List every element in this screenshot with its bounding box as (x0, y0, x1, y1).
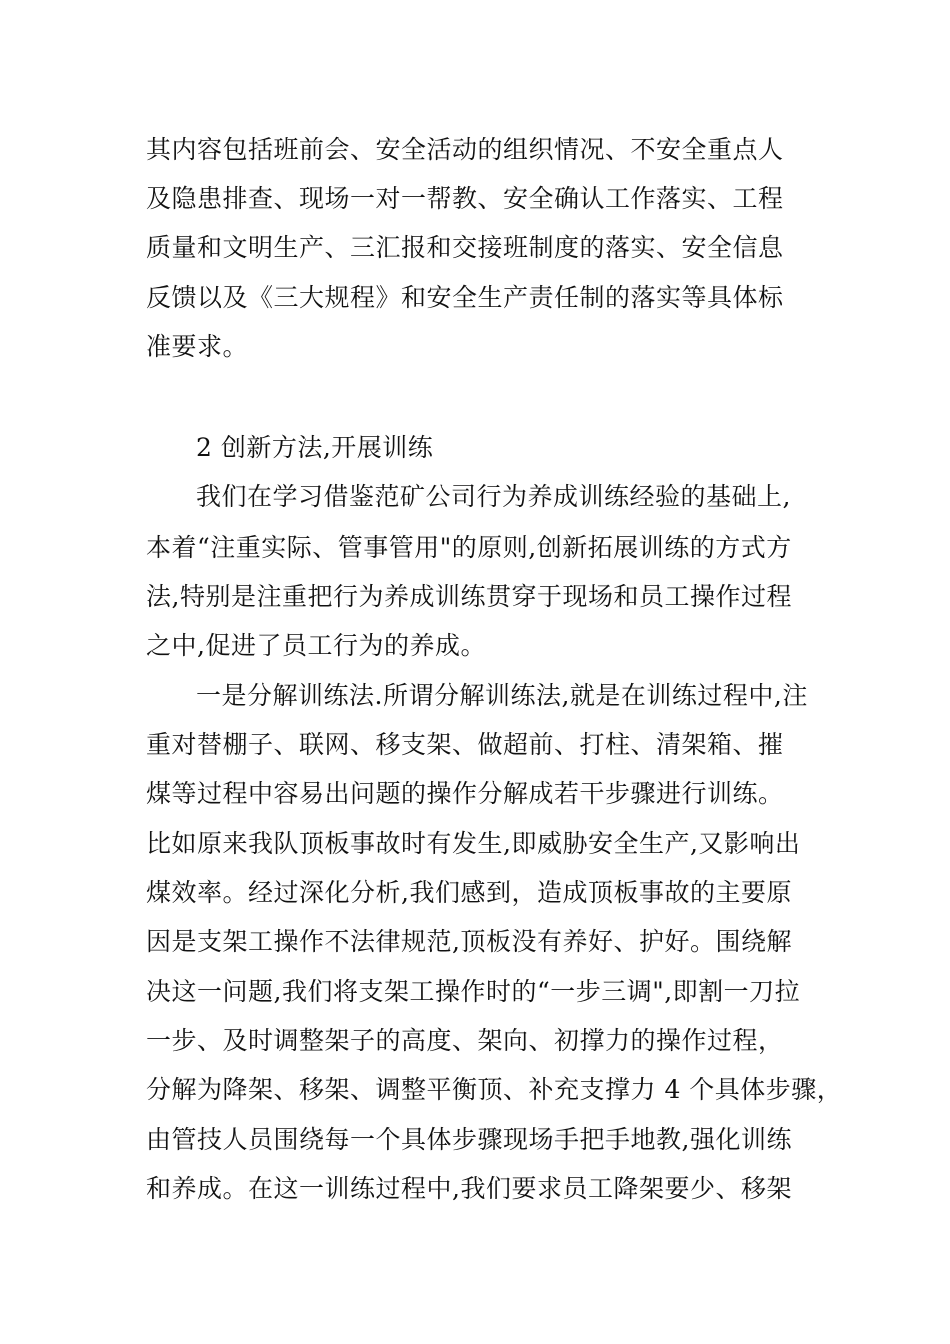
paragraph-line: 我们在学习借鉴范矿公司行为养成训练经验的基础上, (196, 482, 791, 511)
paragraph-line: 其内容包括班前会、安全活动的组织情况、不安全重点人 (146, 135, 784, 164)
paragraph-line: 煤效率。经过深化分析,我们感到，造成顶板事故的主要原 (146, 878, 792, 907)
paragraph-line: 决这一问题,我们将支架工操作时的“一步三调",即割一刀拉 (146, 977, 801, 1006)
paragraph-line: 及隐患排查、现场一对一帮教、安全确认工作落实、工程 (146, 184, 784, 213)
paragraph-line: 本着“注重实际、管事管用"的原则,创新拓展训练的方式方 (146, 533, 792, 562)
paragraph-line: 一步、及时调整架子的高度、架向、初撑力的操作过程， (146, 1026, 784, 1055)
paragraph-line: 因是支架工操作不法律规范,顶板没有养好、护好。围绕解 (146, 927, 792, 956)
paragraph-line: 比如原来我队顶板事故时有发生,即威胁安全生产,又影响出 (146, 829, 801, 858)
paragraph-line: 反馈以及《三大规程》和安全生产责任制的落实等具体标 (146, 283, 784, 312)
paragraph-line: 法,特别是注重把行为养成训练贯穿于现场和员工操作过程 (146, 582, 792, 611)
paragraph-line: 由管技人员围绕每一个具体步骤现场手把手地教,强化训练 (146, 1125, 792, 1154)
paragraph-line: 质量和文明生产、三汇报和交接班制度的落实、安全信息 (146, 233, 784, 262)
paragraph-line: 煤等过程中容易出问题的操作分解成若干步骤进行训练。 (146, 779, 784, 808)
paragraph-line: 重对替棚子、联网、移支架、做超前、打柱、清架箱、摧 (146, 730, 784, 759)
section-heading: 2 创新方法,开展训练 (196, 433, 434, 462)
paragraph-line: 准要求。 (146, 332, 249, 361)
paragraph-line: 分解为降架、移架、调整平衡顶、补充支撑力 4 个具体步骤， (146, 1075, 843, 1104)
paragraph-line: 和养成。在这一训练过程中,我们要求员工降架要少、移架 (146, 1174, 792, 1203)
paragraph-line: 之中,促进了员工行为的养成。 (146, 631, 486, 660)
paragraph-line: 一是分解训练法.所谓分解训练法,就是在训练过程中,注 (196, 681, 808, 710)
